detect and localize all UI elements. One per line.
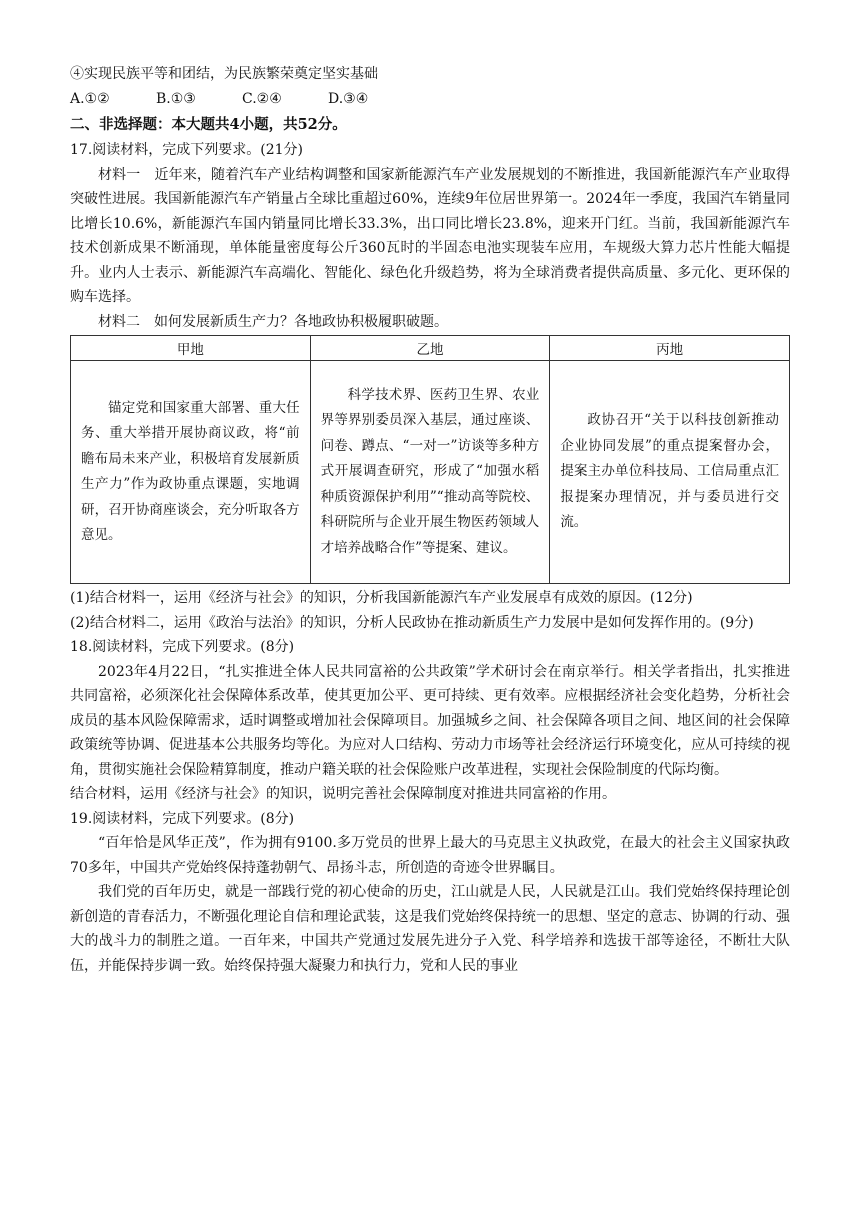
table-cell-yi: 科学技术界、医药卫生界、农业界等界别委员深入基层，通过座谈、问卷、蹲点、“一对一”访谈等多种方式开展调查研究，形成了“加强水稻种质资源保护利用”“推动高等院校、科研院所与企业开展生物医药领域人才培养战略合作”等提案、建议。 xyxy=(310,361,550,584)
q17-material-1: 材料一 近年来，随着汽车产业结构调整和国家新能源汽车产业发展规划的不断推进，我国新能源汽车产业取得突破性进展。我国新能源汽车产销量占全球比重超过60%，连续9年位居世界第一。2024年一季度，我国汽车销量同比增长10.6%，新能源汽车国内销量同比增长33.3%，出口同比增长23.8%，迎来开门红。当前，我国新能源汽车技术创新成果不断涌现，单体能量密度每公斤360瓦时的半固态电池实现装车应用，车规级大算力芯片性能大幅提升。业内人士表示、新能源汽车高端化、智能化、绿色化升级趋势，将为全球消费者提供高质量、多元化、更环保的购车选择。 xyxy=(70,166,790,305)
section-title: 二、非选择题：本大题共4小题，共52分。 xyxy=(70,116,347,133)
exam-page xyxy=(70,62,790,978)
q17-sub-question-2: (2)结合材料二，运用《政治与法治》的知识，分析人民政协在推动新质生产力发展中是如何发挥作用的。(9分) xyxy=(70,614,754,631)
table-header-bing: 丙地 xyxy=(550,336,790,361)
q18-stem: 18.阅读材料，完成下列要求。(8分) xyxy=(70,639,295,655)
option-b: B.①③ xyxy=(156,90,196,107)
option-item-4: ④实现民族平等和团结，为民族繁荣奠定坚实基础 xyxy=(70,66,378,82)
table-cell-bing: 政协召开“关于以科技创新推动企业协同发展”的重点提案督办会，提案主办单位科技局、工信局重点汇报提案办理情况，并与委员进行交流。 xyxy=(550,361,790,584)
table-cell-jia: 锚定党和国家重大部署、重大任务、重大举措开展协商议政，将“前瞻布局未来产业，积极培育发展新质生产力”作为政协重点课题，实地调研，召开协商座谈会，充分听取各方意见。 xyxy=(71,361,311,584)
q19-paragraph-2: 我们党的百年历史，就是一部践行党的初心使命的历史，江山就是人民，人民就是江山。我们党始终保持理论创新创造的青春活力，不断强化理论自信和理论武装，这是我们党始终保持统一的思想、坚定的意志、协调的行动、强大的战斗力的制胜之道。一百年来，中国共产党通过发展先进分子入党、科学培养和选拔干部等途径，不断壮大队伍，并能保持步调一致。始终保持强大凝聚力和执行力，党和人民的事业 xyxy=(70,884,790,974)
table-header-jia: 甲地 xyxy=(71,336,311,361)
q19-paragraph-1: “百年恰是风华正茂”，作为拥有9100.多万党员的世界上最大的马克思主义执政党，在最大的社会主义国家执政70多年，中国共产党始终保持蓬勃朝气、昂扬斗志，所创造的奇迹令世界瞩目。 xyxy=(70,835,790,876)
q17-sub-question-1: (1)结合材料一，运用《经济与社会》的知识，分析我国新能源汽车产业发展卓有成效的原因。(12分) xyxy=(70,590,693,606)
option-a: A.①② xyxy=(70,90,110,107)
q17-material-2-intro: 材料二 如何发展新质生产力？各地政协积极履职破题。 xyxy=(98,313,448,330)
q18-material: 2023年4月22日，“扎实推进全体人民共同富裕的公共政策”学术研讨会在南京举行。相关学者指出，扎实推进共同富裕，必须深化社会保障体系改革，使其更加公平、更可持续、更有效率。应根据经济社会变化趋势，分析社会成员的基本风险保障需求，适时调整或增加社会保障项目。加强城乡之间、社会保障各项目之间、地区间的社会保障政策统等协调、促进基本公共服务均等化。为应对人口结构、劳动力市场等社会经济运行环境变化，应从可持续的视角，贯彻实施社会保险精算制度，推动户籍关联的社会保险账户改革进程，实现社会保险制度的代际均衡。 xyxy=(70,663,790,778)
q19-stem: 19.阅读材料，完成下列要求。(8分) xyxy=(70,810,295,827)
q17-stem: 17.阅读材料，完成下列要求。(21分) xyxy=(70,142,304,158)
table-header-yi: 乙地 xyxy=(310,336,550,361)
q18-question: 结合材料，运用《经济与社会》的知识，说明完善社会保障制度对推进共同富裕的作用。 xyxy=(70,786,616,802)
option-d: D.③④ xyxy=(328,90,369,107)
option-c: C.②④ xyxy=(242,90,282,107)
answer-options xyxy=(70,87,790,112)
material-table xyxy=(70,335,790,584)
